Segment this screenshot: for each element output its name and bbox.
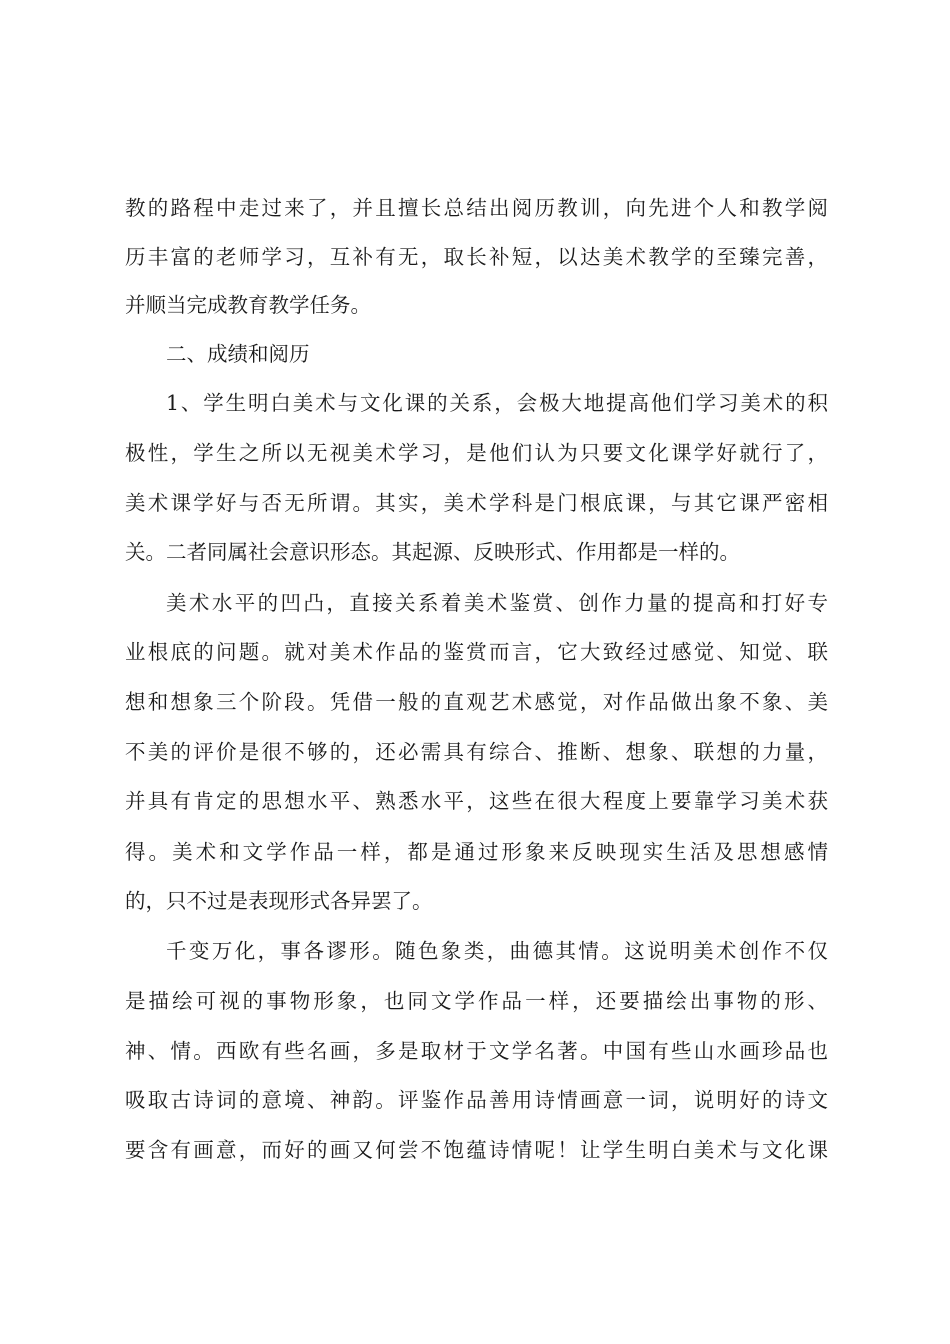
- text-line-content: 千变万化，事各谬形。随色象类，曲德其情。这说明美术创作不仅: [166, 939, 828, 963]
- text-line-content: 关。二者同属社会意识形态。其起源、反映形式、作用都是一样的。: [125, 540, 740, 564]
- text-line-content: 极性，学生之所以无视美术学习，是他们认为只要文化课学好就行了，: [125, 441, 828, 465]
- text-line-content: 并具有肯定的思想水平、熟悉水平，这些在很大程度上要靠学习美术获: [125, 789, 828, 813]
- text-line-content: 业根底的问题。就对美术作品的鉴赏而言，它大致经过感觉、知觉、联: [125, 640, 828, 664]
- text-line-content: 想和想象三个阶段。凭借一般的直观艺术感觉，对作品做出象不象、美: [125, 690, 828, 714]
- text-line-content: 吸取古诗词的意境、神韵。评鉴作品善用诗情画意一词，说明好的诗文: [125, 1088, 828, 1112]
- section-heading-text: 二、成绩和阅历: [166, 342, 310, 366]
- text-line-content: 1、学生明白美术与文化课的关系，会极大地提高他们学习美术的积: [166, 391, 828, 415]
- text-line-content: 美术课学好与否无所谓。其实，美术学科是门根底课，与其它课严密相: [125, 491, 828, 515]
- text-line-content: 不美的评价是很不够的，还必需具有综合、推断、想象、联想的力量，: [125, 740, 828, 764]
- text-line-content: 教的路程中走过来了，并且擅长总结出阅历教训，向先进个人和教学阅: [125, 196, 828, 220]
- text-line-content: 是描绘可视的事物形象，也同文学作品一样，还要描绘出事物的形、: [125, 989, 828, 1013]
- text-line-content: 美术水平的凹凸，直接关系着美术鉴赏、创作力量的提高和打好专: [166, 591, 828, 615]
- text-line-content: 得。美术和文学作品一样，都是通过形象来反映现实生活及思想感情: [125, 840, 828, 864]
- text-line-content: 并顺当完成教育教学任务。: [125, 293, 371, 317]
- text-line-content: 的，只不过是表现形式各异罢了。: [125, 889, 433, 913]
- text-line-content: 历丰富的老师学习，互补有无，取长补短，以达美术教学的至臻完善，: [125, 245, 828, 269]
- text-line-content: 神、情。西欧有些名画，多是取材于文学名著。中国有些山水画珍品也: [125, 1039, 828, 1063]
- text-line-content: 要含有画意，而好的画又何尝不饱蕴诗情呢！让学生明白美术与文化课: [125, 1138, 828, 1162]
